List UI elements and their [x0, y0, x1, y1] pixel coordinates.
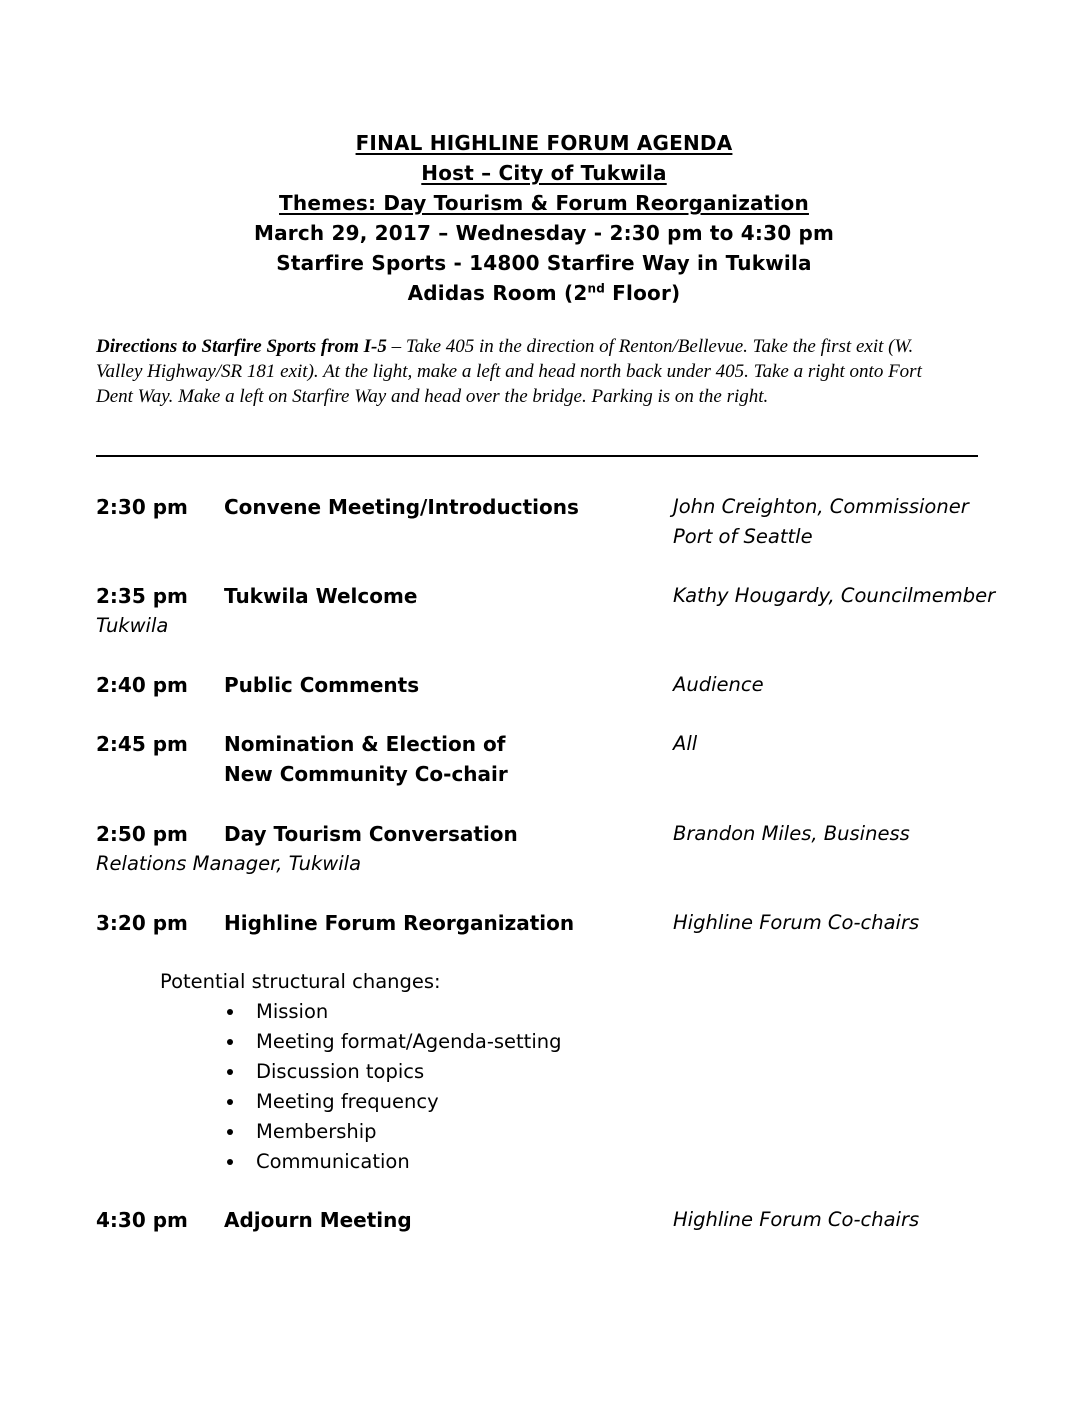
bullet-icon [227, 1099, 233, 1105]
reorganization-bullet-list [224, 997, 562, 1177]
bullet-item [224, 997, 562, 1027]
agenda-time: 2:50 pm [96, 822, 188, 846]
bullet-item [224, 1057, 562, 1087]
bullet-icon [227, 1039, 233, 1045]
agenda-header [0, 128, 1088, 308]
agenda-presenter-wrap: Tukwila [96, 614, 169, 637]
agenda-time: 2:40 pm [96, 673, 188, 697]
agenda-time: 2:45 pm [96, 732, 188, 756]
agenda-item: Tukwila Welcome [224, 584, 418, 608]
room-suffix: Floor) [605, 281, 681, 305]
date-time-line: March 29, 2017 – Wednesday - 2:30 pm to 4:30 pm [253, 221, 835, 245]
location-line: Starfire Sports - 14800 Starfire Way in Tukwila [276, 251, 812, 275]
room-line [0, 278, 1088, 308]
agenda-time: 3:20 pm [96, 911, 188, 935]
agenda-presenter: Highline Forum Co-chairs [673, 911, 920, 934]
agenda-presenter: Highline Forum Co-chairs [673, 1208, 920, 1231]
room-superscript: nd [587, 281, 606, 296]
divider-line [96, 455, 978, 457]
host-line: Host – City of Tukwila [421, 161, 667, 185]
themes-line: Themes: Day Tourism & Forum Reorganization [279, 191, 809, 215]
bullet-text: Discussion topics [256, 1060, 425, 1083]
bullet-icon [227, 1069, 233, 1075]
bullet-icon [227, 1129, 233, 1135]
directions-text: – Take 405 in the direction of Renton/Bellevue. Take the first exit (W. Valley Highway/SR 181 exit). At the light, make a left and head north back under 405. Take a right onto Fort Dent Way. Make a left on Starfire Way and head over the bridge. Parking is on the right. [96, 336, 922, 407]
agenda-item: Nomination & Election of New Community Co-chair [224, 732, 508, 786]
bullet-text: Communication [256, 1150, 410, 1173]
agenda-presenter: John Creighton, Commissioner [673, 495, 969, 518]
bullet-item [224, 1117, 562, 1147]
agenda-time: 2:35 pm [96, 584, 188, 608]
bullet-item [224, 1027, 562, 1057]
agenda-presenter-wrap: Relations Manager, Tukwila [96, 852, 362, 875]
document-title: FINAL HIGHLINE FORUM AGENDA [355, 131, 733, 155]
bullet-icon [227, 1159, 233, 1165]
bullet-text: Membership [256, 1120, 377, 1143]
bullet-icon [227, 1009, 233, 1015]
directions-label: Directions to Starfire Sports from I-5 [96, 336, 387, 357]
agenda-time: 2:30 pm [96, 495, 188, 519]
agenda-item: Day Tourism Conversation [224, 822, 518, 846]
agenda-presenter-line2: Port of Seattle [673, 525, 813, 548]
directions-paragraph [96, 334, 936, 409]
room-prefix: Adidas Room (2 [407, 281, 588, 305]
reorganization-intro: Potential structural changes: [160, 970, 441, 993]
agenda-presenter: All [673, 732, 698, 755]
agenda-item: Convene Meeting/Introductions [224, 495, 579, 519]
bullet-text: Meeting frequency [256, 1090, 439, 1113]
bullet-text: Meeting format/Agenda-setting [256, 1030, 562, 1053]
agenda-presenter: Kathy Hougardy, Councilmember [673, 584, 996, 607]
agenda-item: Highline Forum Reorganization [224, 911, 575, 935]
agenda-item: Public Comments [224, 673, 420, 697]
bullet-text: Mission [256, 1000, 329, 1023]
agenda-item: Adjourn Meeting [224, 1208, 412, 1232]
agenda-presenter: Audience [673, 673, 764, 696]
agenda-presenter: Brandon Miles, Business [673, 822, 910, 845]
bullet-item [224, 1087, 562, 1117]
agenda-time: 4:30 pm [96, 1208, 188, 1232]
bullet-item [224, 1147, 562, 1177]
